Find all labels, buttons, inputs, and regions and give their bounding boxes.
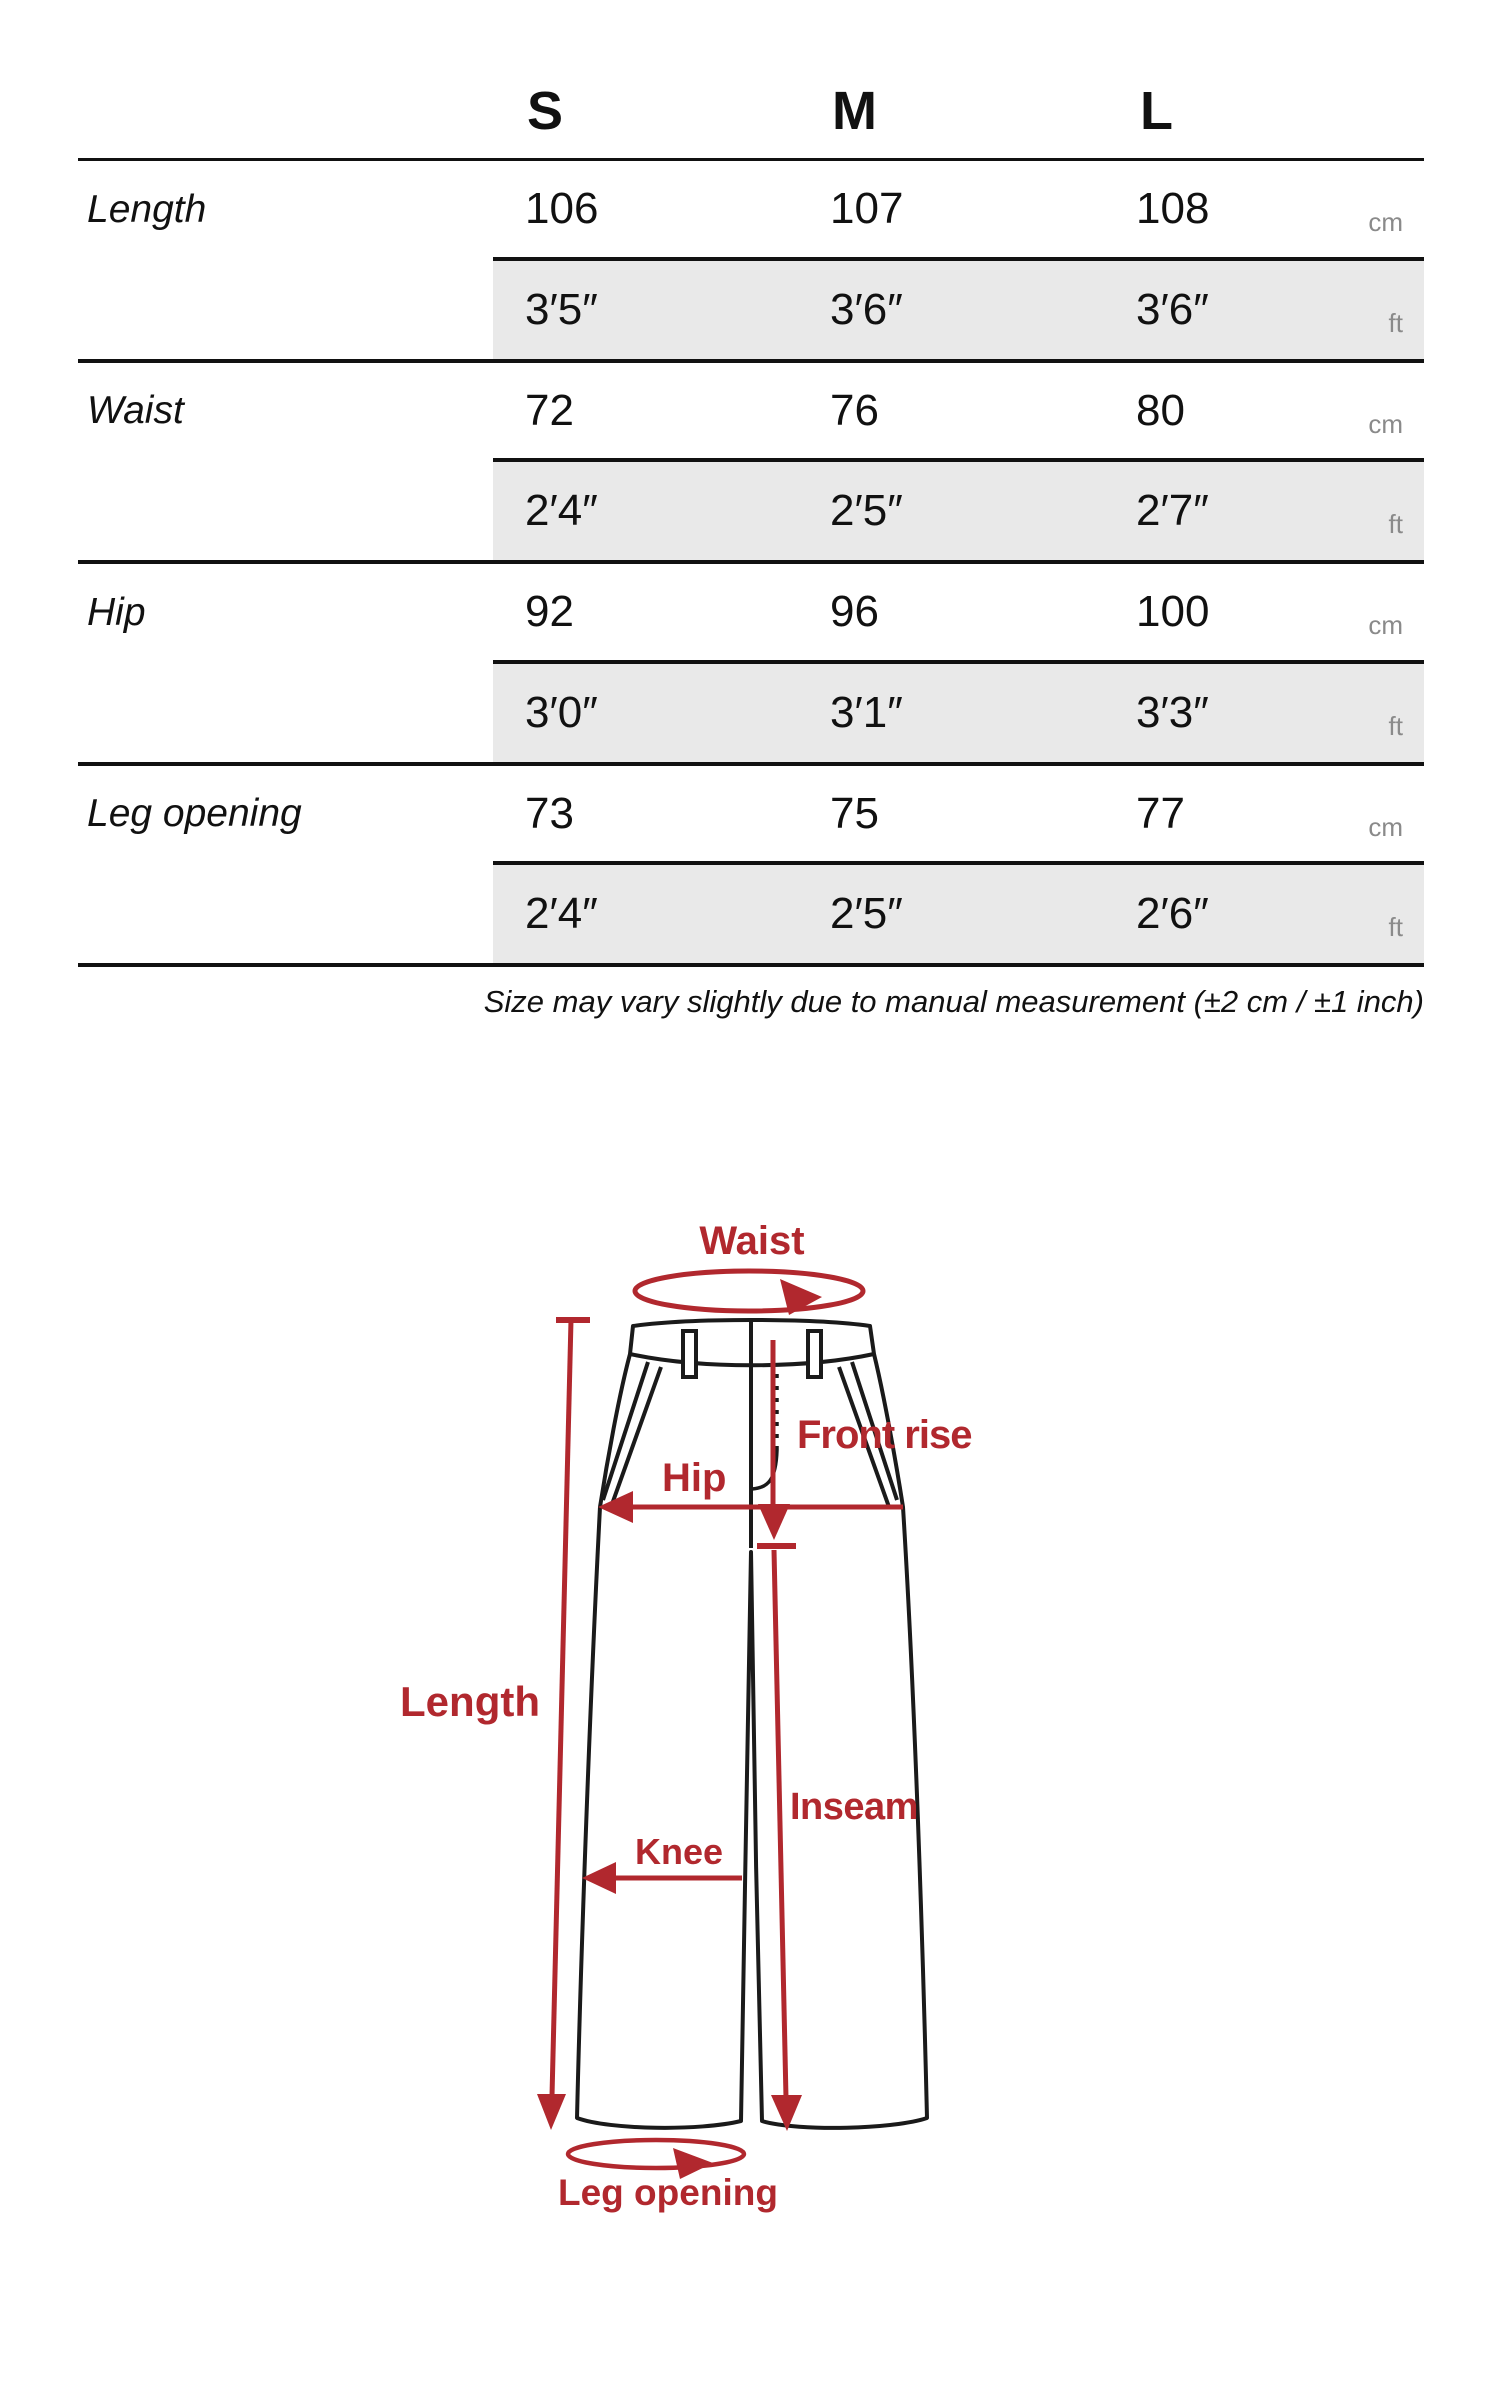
diagram-label-length: Length [400, 1678, 540, 1725]
table-cell: 3′3″ [1136, 688, 1209, 737]
table-cell: 2′6″ [1136, 889, 1209, 938]
measurement-disclaimer: Size may vary slightly due to manual measurement (±2 cm / ±1 inch) [483, 984, 1424, 1019]
length-line [552, 1320, 571, 2096]
table-cell: 92 [525, 587, 574, 636]
table-cell: 2′4″ [525, 486, 598, 535]
column-header-s: S [527, 81, 564, 141]
diagram-label-inseam: Inseam [790, 1786, 918, 1828]
row-label-waist: Waist [87, 389, 184, 432]
table-cell: 76 [830, 385, 879, 435]
column-header-l: L [1140, 81, 1173, 141]
diagram-label-knee: Knee [635, 1831, 724, 1872]
row-label-length: Length [87, 187, 207, 231]
unit-label-ft: ft [1388, 711, 1403, 741]
row-label-hip: Hip [87, 590, 146, 634]
table-cell: 100 [1136, 587, 1210, 636]
table-cell: 3′1″ [830, 688, 903, 737]
table-cell: 96 [830, 587, 879, 636]
unit-label-ft: ft [1388, 912, 1403, 942]
unit-label-ft: ft [1388, 308, 1403, 338]
table-cell: 75 [830, 788, 879, 838]
unit-label-cm: cm [1368, 207, 1403, 237]
table-cell: 3′6″ [830, 285, 903, 334]
table-cell: 80 [1136, 385, 1185, 435]
unit-label-cm: cm [1368, 811, 1403, 842]
unit-label-ft: ft [1388, 509, 1403, 539]
leg-opening-measure-ellipse [568, 2140, 744, 2168]
table-cell: 106 [525, 184, 599, 233]
belt-loop [808, 1331, 821, 1377]
table-cell: 73 [525, 788, 574, 838]
diagram-label-waist: Waist [699, 1219, 805, 1263]
table-cell: 3′0″ [525, 688, 598, 737]
table-cell: 2′4″ [525, 889, 598, 938]
table-cell: 3′6″ [1136, 285, 1209, 334]
length-arrowhead-icon [537, 2094, 566, 2130]
unit-label-cm: cm [1368, 610, 1403, 640]
column-header-m: M [832, 81, 877, 141]
table-cell: 72 [525, 385, 574, 435]
row-label-leg-opening: Leg opening [87, 792, 302, 835]
table-cell: 77 [1136, 788, 1185, 838]
diagram-label-hip: Hip [662, 1456, 727, 1500]
unit-label-cm: cm [1368, 408, 1403, 439]
diagram-label-leg-opening: Leg opening [558, 2172, 778, 2213]
waist-measure-ellipse [635, 1271, 863, 1311]
table-cell: 3′5″ [525, 285, 598, 334]
table-cell: 2′7″ [1136, 486, 1209, 535]
table-cell: 2′5″ [830, 889, 903, 938]
table-cell: 2′5″ [830, 486, 903, 535]
table-cell: 108 [1136, 184, 1210, 233]
belt-loop [683, 1331, 696, 1377]
table-cell: 107 [830, 184, 904, 233]
diagram-label-front-rise: Front rise [797, 1413, 972, 1457]
